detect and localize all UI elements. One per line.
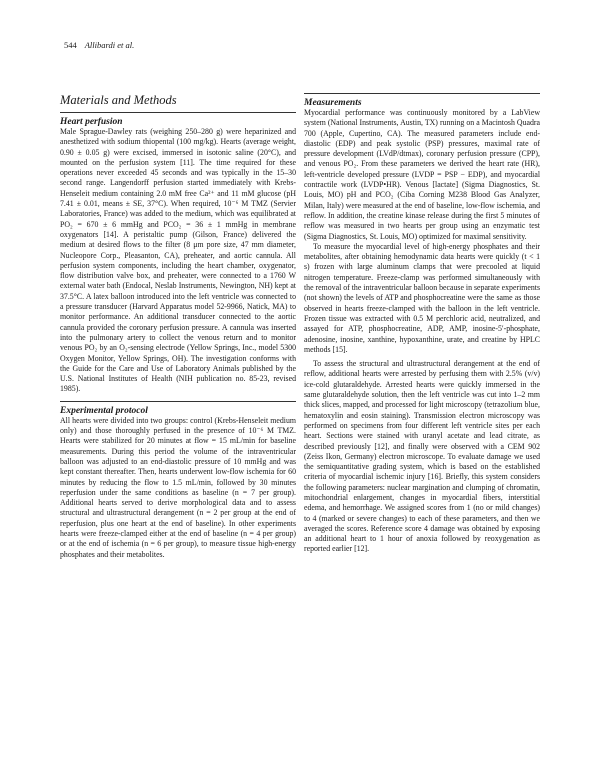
right-column bbox=[304, 93, 540, 555]
section-rule bbox=[304, 93, 540, 94]
paragraph-measurements-2: To measure the myocardial level of high-energy phosphates and their metabolites, after obtaining hemodynamic data hearts were quickly (t < 1 s) frozen with large aluminum clamps that were precooled at liquid nitrogen temperature. Freeze-clamp was performed simultaneously with the removal of the intraventricular balloon because in separate experiments (not shown) the levels of ATP and phosphocreatine were the same as those observed in hearts freeze-clamped with the balloon in the left ventricle. Frozen tissue was extracted with 0.5 M perchloric acid, neutralized, and assayed for ATP, phosphocreatine, ADP, AMP, inosine-5′-phosphate, adenosine, inosine, xanthine, hypoxanthine, urate, and creatine by HPLC methods [15]. bbox=[304, 241, 540, 354]
subsection-heading-experimental-protocol: Experimental protocol bbox=[60, 405, 148, 416]
subsection-heading-measurements: Measurements bbox=[304, 98, 362, 108]
subsection-heading-heart-perfusion: Heart perfusion bbox=[60, 117, 123, 127]
paragraph-measurements-1: Myocardial performance was continuously monitored by a LabView system (National Instruments, Austin, TX) running on a Macintosh Quadra 700 (Apple, Cupertino, CA). The measured parameters include end-diastolic (EDP) and peak systolic (PSP) pressures, maximal rate of pressure development (LVdP/dtmax), coronary perfusion pressure (CPP), and venous PO₂. From these parameters we derived the heart rate (HR), left-ventricle developed pressure (LVDP = PSP − EDP), and myocardial contractile work (LVDP•HR). Venous [lactate] (Sigma Diagnostics, St. Louis, MO) pH and PCO₂ (Ciba Corning M238 Blood Gas Analyzer, Milan, Italy) were measured at the end of baseline, low-flow ischemia, and reflow. In addition, the creatine kinase release during the first 5 minutes of reflow was measured in two hearts per group using an enzymatic test (Sigma Diagnostics, St. Louis, MO) optimized for maximal sensitivity. bbox=[304, 108, 540, 241]
running-head-authors: Allibardi et al. bbox=[84, 40, 135, 50]
section-rule bbox=[60, 401, 296, 402]
paragraph-heart-perfusion: Male Sprague-Dawley rats (weighing 250–280 g) were heparinized and anesthetized with sodium thiopental (100 mg/kg). Hearts (average weight, 0.90 ± 0.05 g) were excised, immersed in isotonic saline (20°C), and mounted on the perfusion system [11]. The time required for these operations never exceeded 45 seconds and was typically in the 15–30 second range. Langendorff perfusion started immediately with Krebs-Henseleit medium containing 2.0 mM free Ca²⁺ and 11 mM glucose (pH 7.41 ± 0.01, means ± SE, 37°C). When required, 10⁻⁶ M TMZ (Servier Laboratories, France) was added to the medium, which was equilibrated at PO₂ = 670 ± 6 mmHg and PCO₂ = 36 ± 1 mmHg in membrane oxygenators [14]. A peristaltic pump (Gilson, France) delivered the medium at desired flows to the filter (8 μm pore size, 47 mm diameter, Nucleopore Corp., Pleasanton, CA), preheater, and aortic cannula. All perfusion system components, including the heart chamber, oxygenator, flow distribution valve box, and preheater, were connected to a 1760 W external water bath (Endocal, Neslab Instruments, Newington, NH) kept at 37.5°C. A latex balloon introduced into the left ventricle was connected to a pressure transducer (Harvard Apparatus model 52-9966, Natick, MA) to monitor performance. An additional transducer connected to the aortic cannula provided the coronary perfusion pressure. A cannula was inserted into the pulmonary artery to collect the venous return and to monitor venous PO₂ by an O₂-sensing electrode (Yellow Springs, Inc., model 5300 Oxygen Monitor, Yellow Springs, OH). The investigation conforms with the Guide for the Care and Use of Laboratory Animals published by the U.S. National Institutes of Health (NIH publication no. 85-23, revised 1985). bbox=[60, 127, 296, 394]
paragraph-measurements-3: To assess the structural and ultrastructural derangement at the end of reflow, additional hearts were arrested by perfusing them with 2.5% (v/v) ice-cold glutaraldehyde. Arrested hearts were quickly immersed in the same glutaraldehyde solution, then the left ventricle was cut into 1–2 mm thick slices, mapped, and processed for light microscopy (tetrazolium blue, hematoxylin and eosin staining). Transmission electron microscopy was performed on specimens from four different left ventricle sites per each heart. Sections were stained with uranyl acetate and lead citrate, as described previously [12], and finally were observed with a CEM 902 (Zeiss Ikon, Germany) electron microscope. To evaluate damage we used the semiquantitative grading system, which is based on the established criteria of myocardial ischemic injury [16]. Briefly, this system considers the following parameters: nuclear margination and clumping of chromatin, mitochondrial enlargement, changes in myocardial fibers, interstitial edema, and hemorrhage. We assigned scores from 1 (no or mild changes) to 4 (marked or severe changes) to each of these parameters, and then we averaged the scores. Reference score 4 damage was obtained by exposing an additional heart to 1 hour of anoxia followed by reoxygenation as reported earlier [12]. bbox=[304, 359, 540, 554]
section-title: Materials and Methods bbox=[60, 93, 177, 107]
page-number: 544 bbox=[64, 40, 77, 50]
paragraph-experimental-protocol: All hearts were divided into two groups: control (Krebs-Henseleit medium only) and those thoroughly perfused in the presence of 10⁻⁶ M TMZ. Hearts were stabilized for 20 minutes at flow = 15 mL/min for baseline measurements. During this period the volume of the intraventricular balloon was adjusted to an end-diastolic pressure of 10 mmHg and was kept constant thereafter. Then, hearts underwent low-flow ischemia for 60 minutes by reducing the flow to 1.5 mL/min, followed by 30 minutes reperfusion under the same conditions as baseline (n = 7 per group). Additional hearts served to derive morphological data and to assess structural and ultrastructural derangement (n = 2 per group at the end of reperfusion, plus one heart at the end of baseline). In other experiments hearts were freeze-clamped either at the end of baseline (n = 4 per group) or at the end of ischemia (n = 6 per group), to measure tissue high-energy phosphates and their metabolites. bbox=[60, 415, 296, 559]
section-rule bbox=[60, 112, 296, 113]
running-head bbox=[64, 40, 134, 50]
left-column bbox=[60, 93, 296, 560]
